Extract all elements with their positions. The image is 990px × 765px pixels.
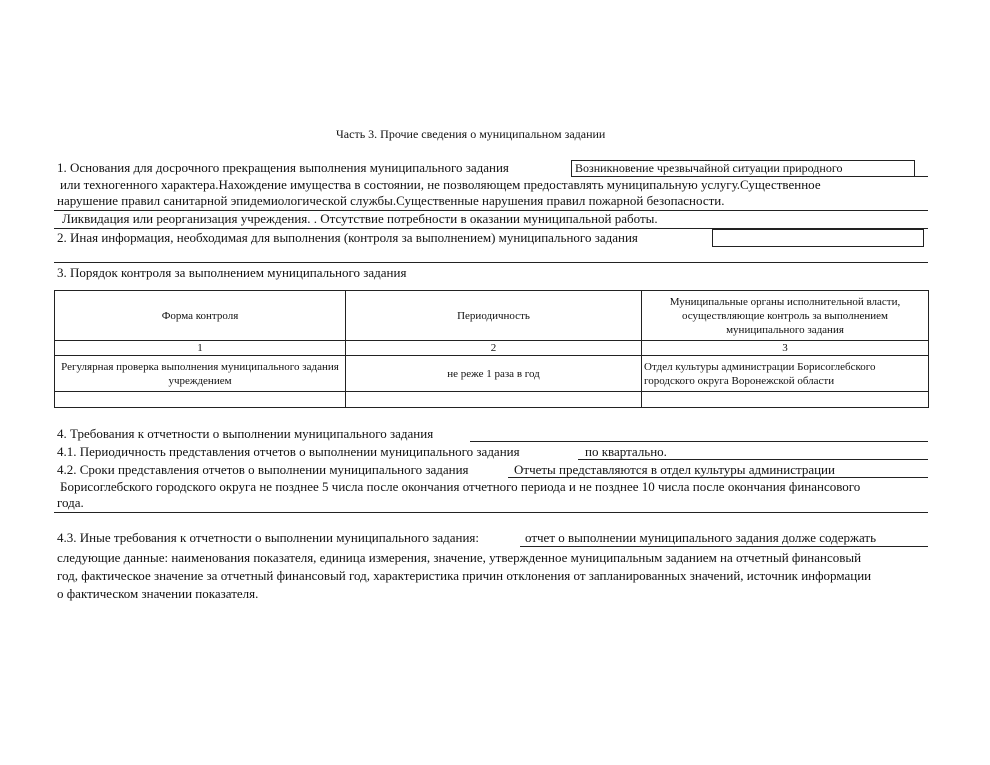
item43-underline <box>520 546 928 547</box>
table-header-cell: Периодичность <box>346 291 642 341</box>
item42-value: Отчеты представляются в отдел культуры администрации <box>514 462 835 477</box>
item43-continuation: следующие данные: наименования показателя, единица измерения, значение, утвержденное муниципальным заданием на отчетный финансовый <box>57 550 862 565</box>
table-header-cell: Форма контроля <box>55 291 346 341</box>
table-cell <box>55 392 346 408</box>
table-cell: не реже 1 раза в год <box>346 356 642 392</box>
section3-label: 3. Порядок контроля за выполнением муниципального задания <box>57 265 407 280</box>
section1-line3: нарушение правил санитарной эпидемиологической службы.Существенные нарушения правил пожарной безопасности. <box>57 193 725 208</box>
divider <box>54 262 928 263</box>
table-row <box>55 356 929 392</box>
table-header-row <box>55 291 929 341</box>
section1-line2: или техногенного характера.Нахождение имущества в состоянии, не позволяющем предоставлять муниципальную услугу.Существенное <box>60 177 821 192</box>
item43-continuation: год, фактическое значение за отчетный финансовый год, характеристика причин отклонения от запланированных значений, источник информации <box>57 568 872 583</box>
section1-value-text: Возникновение чрезвычайной ситуации природного <box>575 161 843 175</box>
section1-value-box <box>571 160 915 177</box>
section1-label: 1. Основания для досрочного прекращения выполнения муниципального задания <box>57 160 509 175</box>
divider <box>54 512 928 513</box>
table-cell <box>346 392 642 408</box>
page-title: Часть 3. Прочие сведения о муниципальном задании <box>336 127 606 141</box>
table-cell <box>642 392 929 408</box>
table-number-row <box>55 341 929 356</box>
table-number-cell: 2 <box>346 341 642 356</box>
item41-label: 4.1. Периодичность представления отчетов о выполнении муниципального задания <box>57 444 520 459</box>
item42-continuation: года. <box>57 495 84 510</box>
section4-label: 4. Требования к отчетности о выполнении муниципального задания <box>57 426 434 441</box>
item42-label: 4.2. Сроки представления отчетов о выполнении муниципального задания <box>57 462 469 477</box>
item41-value: по квартально. <box>585 444 667 459</box>
table-row <box>55 392 929 408</box>
item43-continuation: о фактическом значении показателя. <box>57 586 259 601</box>
section1-line4: Ликвидация или реорганизация учреждения. . Отсутствие потребности в оказании муниципальной работы. <box>62 211 658 226</box>
control-table <box>54 290 929 408</box>
item41-underline <box>578 459 928 460</box>
table-cell: Регулярная проверка выполнения муниципального задания учреждением <box>55 356 346 392</box>
section1-underline <box>910 176 928 177</box>
table-number-cell: 1 <box>55 341 346 356</box>
item43-value: отчет о выполнении муниципального задания долже содержать <box>525 530 877 545</box>
item42-underline <box>508 477 928 478</box>
section4-underline <box>470 441 928 442</box>
section2-value-box <box>712 229 924 247</box>
item43-label: 4.3. Иные требования к отчетности о выполнении муниципального задания: <box>57 530 480 545</box>
table-header-cell: Муниципальные органы исполнительной власти, осуществляющие контроль за выполнением муниципального задания <box>642 291 929 341</box>
table-cell: Отдел культуры администрации Борисоглебского городского округа Воронежской области <box>642 356 929 392</box>
item42-continuation: Борисоглебского городского округа не позднее 5 числа после окончания отчетного периода и не позднее 10 числа после окончания финансового <box>60 479 861 494</box>
section2-label: 2. Иная информация, необходимая для выполнения (контроля за выполнением) муниципального задания <box>57 230 638 245</box>
table-number-cell: 3 <box>642 341 929 356</box>
